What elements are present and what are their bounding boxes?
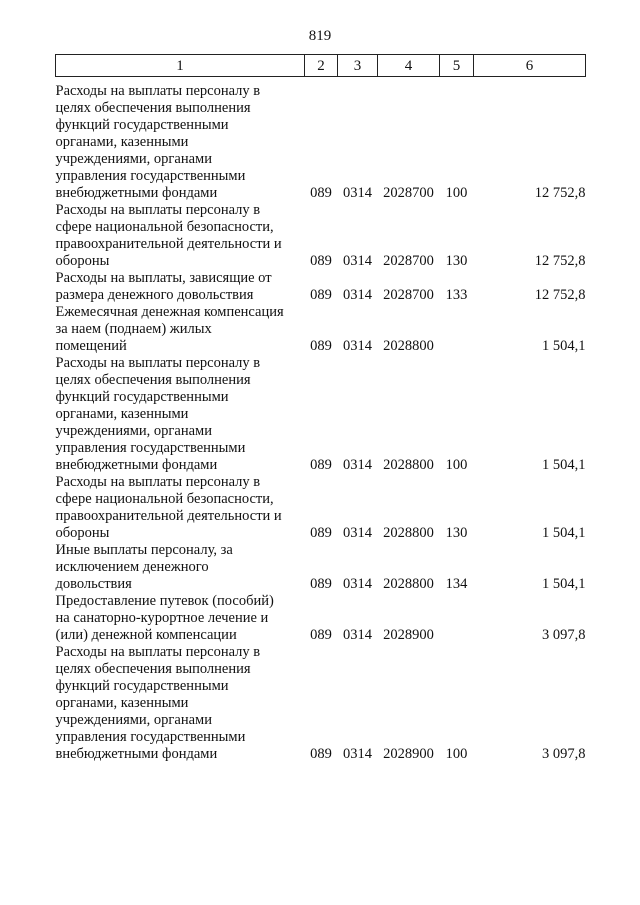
expense-type-code: 100 (445, 746, 468, 762)
description-line: функций государственными (55, 678, 229, 694)
section-code: 0314 (343, 576, 372, 592)
table-header-row (56, 55, 586, 77)
section-code: 0314 (343, 746, 372, 762)
description-line: целях обеспечения выполнения (55, 372, 251, 388)
description-line: Иные выплаты персоналу, за (55, 542, 233, 558)
table-row (56, 270, 586, 304)
description-line: сфере национальной безопасности, (55, 219, 274, 235)
row-description (56, 304, 305, 355)
column-header-ministry: 2 (305, 55, 338, 77)
description-line: целях обеспечения выполнения (55, 661, 251, 677)
table-row (56, 474, 586, 542)
description-line: управления государственными (55, 440, 246, 456)
amount-value: 12 752,8 (534, 253, 586, 269)
amount-value: 1 504,1 (542, 457, 586, 473)
row-description (56, 77, 305, 203)
table-row (56, 542, 586, 593)
expense-type-code: 130 (445, 253, 468, 269)
description-line: правоохранительной деятельности и (55, 236, 282, 252)
page-number: 819 (308, 28, 332, 44)
amount-value: 3 097,8 (542, 627, 586, 643)
description-line: помещений (55, 338, 127, 354)
table-row (56, 644, 586, 763)
description-line: за наем (поднаем) жилых (55, 321, 212, 337)
target-article-code: 2028700 (383, 253, 434, 269)
section-code: 0314 (343, 525, 372, 541)
target-article-code: 2028900 (383, 627, 434, 643)
description-line: внебюджетными фондами (55, 746, 218, 762)
expense-type-code: 100 (445, 457, 468, 473)
row-description (56, 542, 305, 593)
ministry-code: 089 (310, 457, 332, 473)
section-code: 0314 (343, 627, 372, 643)
ministry-code: 089 (310, 185, 332, 201)
row-description (56, 270, 305, 304)
column-header-expense-type: 5 (440, 55, 474, 77)
description-line: целях обеспечения выполнения (55, 100, 251, 116)
amount-value: 1 504,1 (542, 576, 586, 592)
row-description (56, 593, 305, 644)
description-line: обороны (55, 525, 110, 541)
table-row (56, 593, 586, 644)
description-line: Расходы на выплаты персоналу в (55, 83, 261, 99)
description-line: обороны (55, 253, 110, 269)
description-line: учреждениями, органами (55, 712, 212, 728)
expense-type-code: 133 (445, 287, 468, 303)
target-article-code: 2028700 (383, 287, 434, 303)
amount-value: 3 097,8 (542, 746, 586, 762)
ministry-code: 089 (310, 253, 332, 269)
table-row (56, 77, 586, 203)
target-article-code: 2028700 (383, 185, 434, 201)
row-description (56, 474, 305, 542)
table-row (56, 304, 586, 355)
amount-value: 12 752,8 (534, 185, 586, 201)
description-line: Расходы на выплаты персоналу в (55, 355, 261, 371)
ministry-code: 089 (310, 525, 332, 541)
amount-value: 1 504,1 (542, 525, 586, 541)
description-line: органами, казенными (55, 406, 189, 422)
table-row (56, 202, 586, 270)
description-line: правоохранительной деятельности и (55, 508, 282, 524)
ministry-code: 089 (310, 287, 332, 303)
description-line: сфере национальной безопасности, (55, 491, 274, 507)
description-line: Предоставление путевок (пособий) (55, 593, 274, 609)
ministry-code: 089 (310, 746, 332, 762)
expense-type-code: 130 (445, 525, 468, 541)
row-description (56, 644, 305, 763)
expense-type-code: 134 (445, 576, 468, 592)
description-line: довольствия (55, 576, 132, 592)
target-article-code: 2028800 (383, 525, 434, 541)
column-header-description: 1 (56, 55, 305, 77)
amount-value: 12 752,8 (534, 287, 586, 303)
section-code: 0314 (343, 185, 372, 201)
column-header-target-article: 4 (378, 55, 440, 77)
target-article-code: 2028800 (383, 457, 434, 473)
section-code: 0314 (343, 457, 372, 473)
target-article-code: 2028900 (383, 746, 434, 762)
expense-type-code: 100 (445, 185, 468, 201)
target-article-code: 2028800 (383, 576, 434, 592)
description-line: учреждениями, органами (55, 423, 212, 439)
description-line: функций государственными (55, 389, 229, 405)
description-line: на санаторно-курортное лечение и (55, 610, 269, 626)
description-line: внебюджетными фондами (55, 457, 218, 473)
budget-table (55, 54, 586, 763)
description-line: Расходы на выплаты, зависящие от (55, 270, 272, 286)
ministry-code: 089 (310, 338, 332, 354)
description-line: органами, казенными (55, 134, 189, 150)
description-line: (или) денежной компенсации (55, 627, 237, 643)
description-line: исключением денежного (55, 559, 209, 575)
section-code: 0314 (343, 338, 372, 354)
ministry-code: 089 (310, 627, 332, 643)
column-header-amount: 6 (474, 55, 586, 77)
section-code: 0314 (343, 287, 372, 303)
table-row (56, 355, 586, 474)
description-line: функций государственными (55, 117, 229, 133)
ministry-code: 089 (310, 576, 332, 592)
section-code: 0314 (343, 253, 372, 269)
column-header-section: 3 (338, 55, 378, 77)
description-line: управления государственными (55, 168, 246, 184)
description-line: учреждениями, органами (55, 151, 212, 167)
description-line: размера денежного довольствия (55, 287, 254, 303)
description-line: Ежемесячная денежная компенсация (55, 304, 284, 320)
expense-type-code (440, 593, 474, 644)
row-description (56, 355, 305, 474)
expense-type-code (440, 304, 474, 355)
description-line: органами, казенными (55, 695, 189, 711)
row-description (56, 202, 305, 270)
description-line: Расходы на выплаты персоналу в (55, 202, 261, 218)
amount-value: 1 504,1 (542, 338, 586, 354)
description-line: управления государственными (55, 729, 246, 745)
description-line: внебюджетными фондами (55, 185, 218, 201)
description-line: Расходы на выплаты персоналу в (55, 474, 261, 490)
target-article-code: 2028800 (383, 338, 434, 354)
description-line: Расходы на выплаты персоналу в (55, 644, 261, 660)
